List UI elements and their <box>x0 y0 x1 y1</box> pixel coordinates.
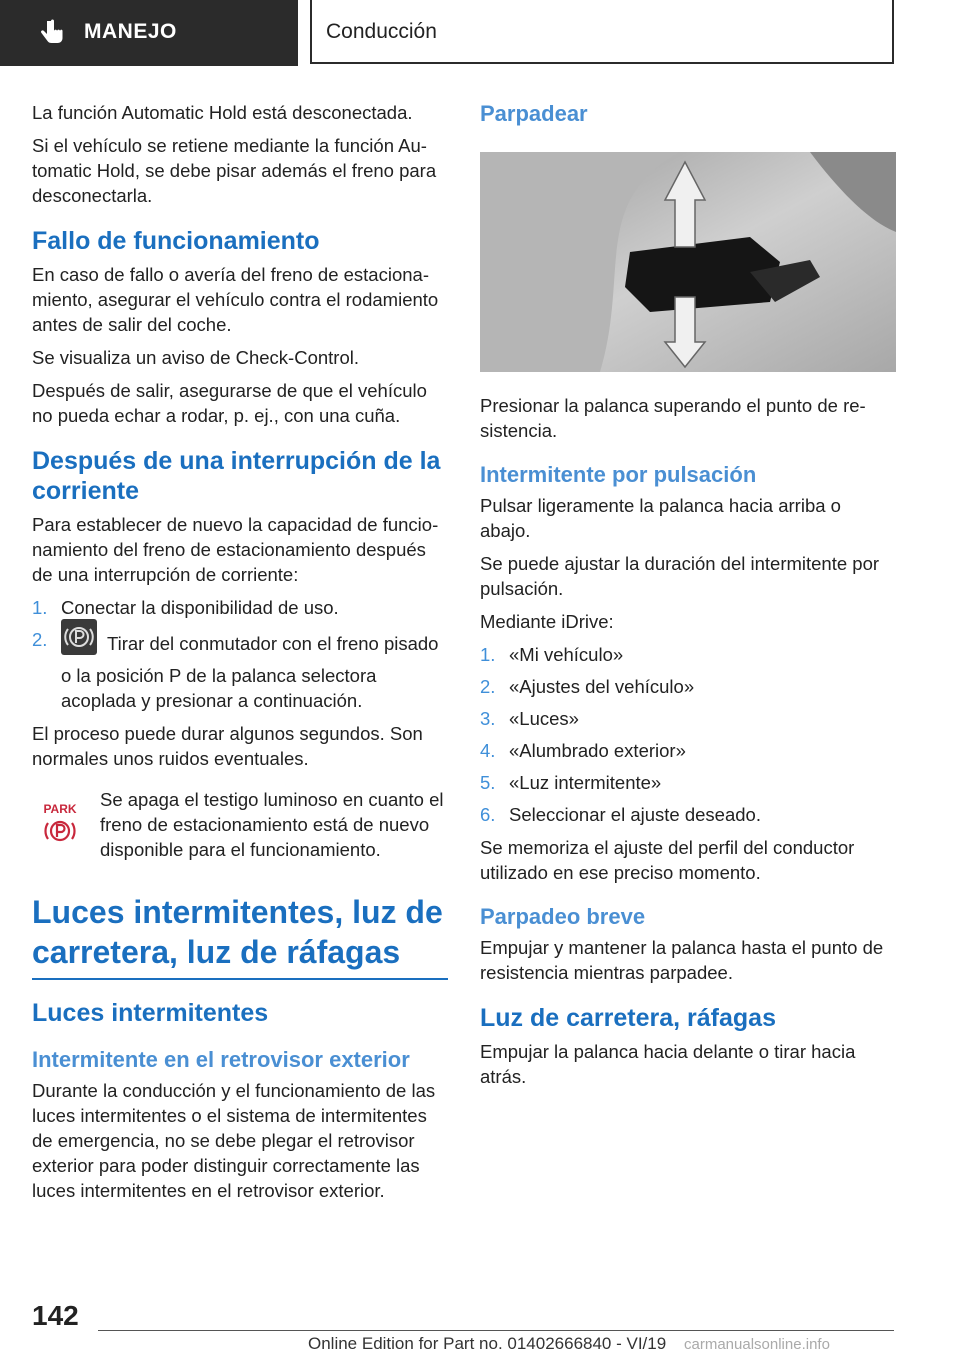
section-tab <box>0 0 298 66</box>
list-text: Tirar del conmutador con el freno pisado o la posición P de la palanca selectora acoplada y presionar a continuación. <box>61 632 439 711</box>
footer-divider <box>98 1330 894 1331</box>
list-number: 2. <box>32 629 48 650</box>
park-label: PARK <box>43 802 77 816</box>
chapter-title-box <box>310 0 894 64</box>
heading-breve: Parpadeo breve <box>480 904 646 929</box>
heading-luces: Luces intermitentes <box>32 999 269 1027</box>
paragraph: Mediante iDrive: <box>480 611 614 632</box>
list-item <box>32 627 448 713</box>
heading-carretera: Luz de carretera, ráfagas <box>480 1004 776 1032</box>
paragraph: Para establecer de nuevo la capacidad de funcionamiento del freno de estacionamiento después de una interrupción de corriente: <box>32 514 439 585</box>
paragraph: Empujar la palanca hacia delante o tirar hacia atrás. <box>480 1041 856 1087</box>
list-number: 6. <box>480 804 496 825</box>
heading-parpadear: Parpadear <box>480 101 588 126</box>
paragraph: Si el vehículo se retiene mediante la función Automatic Hold, se debe pisar además el freno para desconectarla. <box>32 135 437 206</box>
list-text: Conectar la disponibilidad de uso. <box>61 597 339 618</box>
section-divider <box>32 978 448 980</box>
idrive-steps-list <box>480 642 896 827</box>
page-number: 142 <box>32 1300 79 1331</box>
right-column <box>480 100 896 1097</box>
paragraph: La función Automatic Hold está desconectada. <box>32 102 413 123</box>
list-number: 2. <box>480 676 496 697</box>
left-column <box>32 100 448 1211</box>
paragraph: Se memoriza el ajuste del perfil del conductor utilizado en ese preciso momento. <box>480 837 855 883</box>
edition-text: Online Edition for Part no. 01402666840 - VI/19 <box>308 1334 667 1353</box>
paragraph: El proceso puede durar algunos segundos. Son normales unos ruidos eventuales. <box>32 723 423 769</box>
list-number: 1. <box>480 644 496 665</box>
steps-list <box>32 595 448 713</box>
section-heading: Luces intermitentes, luz de carretera, luz de ráfagas <box>32 894 443 970</box>
paragraph: Empujar y mantener la palanca hasta el punto de resistencia mientras parpadee. <box>480 937 884 983</box>
notice-box <box>32 787 448 862</box>
list-item <box>480 770 896 795</box>
list-item <box>480 706 896 731</box>
turn-signal-lever-illustration <box>480 152 896 372</box>
notice-text: Se apaga el testigo luminoso en cuanto el freno de estacionamiento está de nuevo disponible para el funcionamiento. <box>100 789 444 860</box>
paragraph: Después de salir, asegurarse de que el vehículo no pueda echar a rodar, p. ej., con una cuña. <box>32 380 427 426</box>
list-text: «Mi vehículo» <box>509 644 624 665</box>
parking-brake-button-icon <box>61 619 97 655</box>
section-label: MANEJO <box>84 20 177 43</box>
paragraph: Pulsar ligeramente la palanca hacia arriba o abajo. <box>480 495 841 541</box>
list-text: «Luz intermitente» <box>509 772 662 793</box>
paragraph: Durante la conducción y el funcionamiento de las luces intermitentes o el sistema de intermitentes de emergencia, no se debe plegar el retrovisor exterior para poder distinguir correctamente las luces intermitentes en el retrovisor exterior. <box>32 1080 436 1201</box>
watermark: carmanualsonline.info <box>684 1336 830 1353</box>
list-number: 3. <box>480 708 496 729</box>
paragraph: Presionar la palanca superando el punto de resistencia. <box>480 395 866 441</box>
hand-pointer-icon <box>36 18 66 48</box>
heading-pulsacion: Intermitente por pulsación <box>480 462 757 487</box>
list-text: «Luces» <box>509 708 579 729</box>
list-item <box>480 738 896 763</box>
list-number: 5. <box>480 772 496 793</box>
heading-despues: Después de una interrupción de la corriente <box>32 447 441 505</box>
list-number: 1. <box>32 597 48 618</box>
heading-retrovisor: Intermitente en el retrovisor exterior <box>32 1047 410 1072</box>
park-warning-icon <box>40 801 80 845</box>
heading-fallo: Fallo de funcionamiento <box>32 227 320 255</box>
list-item <box>480 802 896 827</box>
list-item <box>480 642 896 667</box>
list-number: 4. <box>480 740 496 761</box>
list-text: «Alumbrado exterior» <box>509 740 686 761</box>
page-header <box>0 0 960 66</box>
paragraph: Se visualiza un aviso de Check-Control. <box>32 347 359 368</box>
paragraph: En caso de fallo o avería del freno de estacionamiento, asegurar el vehículo contra el rodamiento antes de salir del coche. <box>32 264 439 335</box>
list-item <box>32 595 448 620</box>
paragraph: Se puede ajustar la duración del intermitente por pulsación. <box>480 553 880 599</box>
list-text: Seleccionar el ajuste deseado. <box>509 804 761 825</box>
list-item <box>480 674 896 699</box>
chapter-title: Conducción <box>326 20 437 43</box>
list-text: «Ajustes del vehículo» <box>509 676 695 697</box>
